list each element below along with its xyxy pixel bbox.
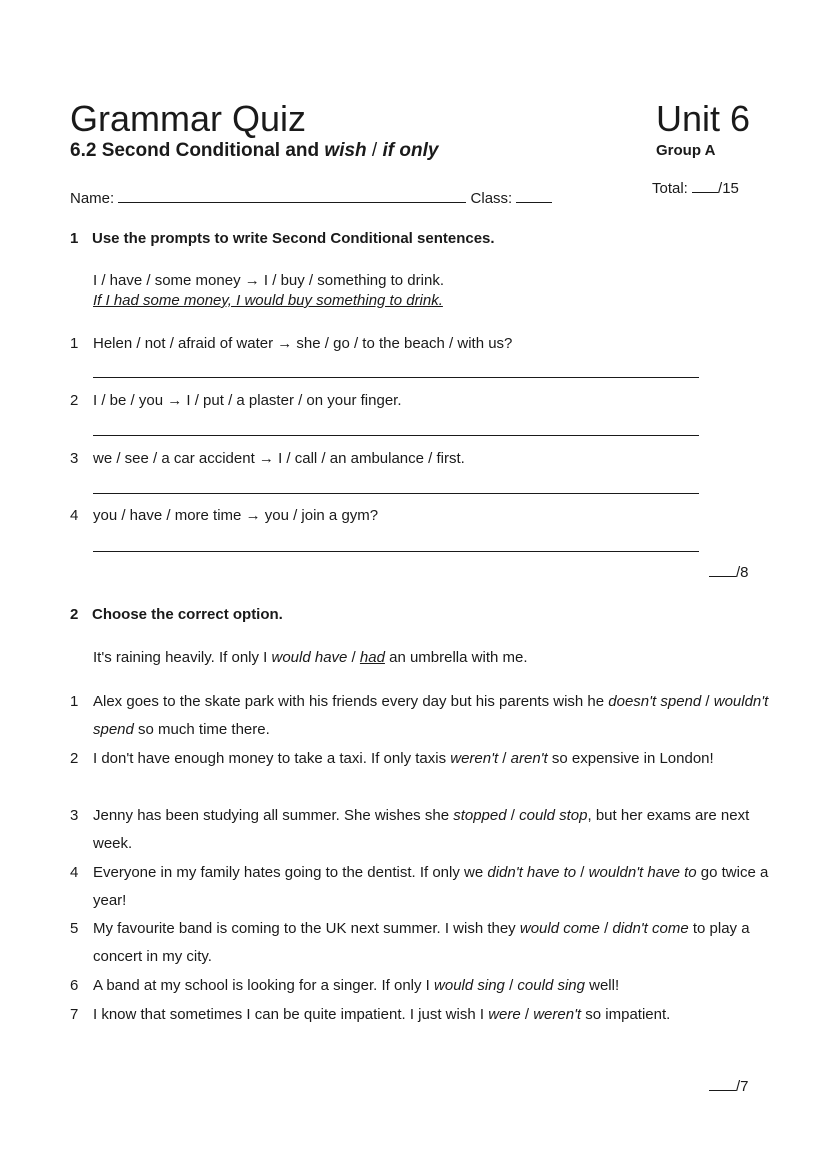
item-prompt: you / have / more time → you / join a gym?: [93, 507, 379, 524]
item-number: 4: [70, 507, 79, 524]
section2-heading: [70, 606, 283, 623]
option-1[interactable]: doesn't spend: [608, 693, 702, 710]
section2-item: [70, 688, 770, 744]
section1-score: [709, 564, 749, 581]
subtitle-if-only: if only: [382, 140, 439, 161]
item-post: well!: [584, 977, 620, 994]
total-blank[interactable]: [692, 180, 718, 193]
section2-item: [70, 972, 770, 1000]
section1-item: [70, 507, 378, 524]
subtitle-wish: wish: [324, 140, 367, 161]
example-option-2: had: [359, 649, 385, 666]
item-number: 7: [70, 1006, 79, 1023]
section1-item: [70, 335, 512, 352]
section2-item: [70, 859, 770, 915]
section1-example-answer: [93, 292, 443, 309]
option-2[interactable]: aren't: [510, 750, 548, 767]
section1-item: [70, 392, 402, 409]
quiz-subtitle: [70, 140, 438, 162]
answer-line-2[interactable]: [93, 435, 699, 436]
option-sep: /: [576, 864, 589, 881]
example-pre: It's raining heavily. If only I: [93, 649, 272, 666]
example-option-1: would have: [271, 649, 348, 666]
option-1[interactable]: would sing: [434, 977, 505, 994]
item-number: 1: [70, 335, 79, 352]
option-sep: /: [701, 693, 714, 710]
class-field[interactable]: [516, 190, 552, 203]
option-1[interactable]: weren't: [450, 750, 499, 767]
group-label: Group A: [656, 142, 716, 159]
option-1[interactable]: were: [488, 1006, 521, 1023]
option-1[interactable]: stopped: [453, 807, 507, 824]
section1-item: [70, 450, 465, 467]
subtitle-sep: /: [366, 140, 383, 161]
item-pre: Everyone in my family hates going to the dentist. If only we: [93, 864, 488, 881]
item-text: [93, 1001, 770, 1029]
section2-example: [93, 649, 528, 666]
item-post: so much time there.: [133, 721, 270, 738]
option-sep: /: [498, 750, 511, 767]
section1-example-prompt: I / have / some money → I / buy / something to drink.: [93, 272, 444, 289]
section2-item: [70, 1001, 770, 1029]
option-2[interactable]: wouldn't spend: [93, 693, 769, 738]
name-class-row: [70, 190, 552, 207]
item-post: to play a concert in my city.: [93, 920, 750, 965]
section1-instruction: Use the prompts to write Second Conditional sentences.: [92, 230, 495, 247]
answer-line-4[interactable]: [93, 551, 699, 552]
item-text: [93, 915, 770, 971]
section1-score-blank[interactable]: [709, 564, 736, 577]
option-2[interactable]: didn't come: [612, 920, 689, 937]
option-sep: /: [599, 920, 613, 937]
option-1[interactable]: didn't have to: [487, 864, 577, 881]
option-1[interactable]: would come: [519, 920, 600, 937]
item-pre: I don't have enough money to take a taxi. If only taxis: [93, 750, 451, 767]
option-2[interactable]: wouldn't have to: [588, 864, 697, 881]
option-2[interactable]: could sing: [517, 977, 585, 994]
option-sep: /: [504, 977, 518, 994]
item-number: 2: [70, 750, 79, 767]
section2-score: [709, 1078, 749, 1095]
item-number: 1: [70, 693, 79, 710]
item-post: go twice a year!: [93, 864, 769, 909]
section1-number: 1: [70, 230, 79, 247]
total-max: /15: [718, 180, 739, 197]
example-answer-text: If I had some money, I would buy something to drink.: [93, 292, 443, 309]
item-number: 5: [70, 920, 79, 937]
answer-line-3[interactable]: [93, 493, 699, 494]
total-label: Total:: [652, 180, 688, 197]
item-post: so expensive in London!: [547, 750, 714, 767]
item-number: 3: [70, 807, 79, 824]
name-field[interactable]: [118, 190, 466, 203]
subtitle-prefix: 6.2 Second Conditional and: [70, 140, 325, 161]
item-post: , but her exams are next week.: [93, 807, 750, 852]
unit-label: Unit 6: [656, 98, 751, 139]
item-pre: Alex goes to the skate park with his friends every day but his parents wish he: [93, 693, 609, 710]
item-number: 2: [70, 392, 79, 409]
item-number: 3: [70, 450, 79, 467]
example-sep: /: [347, 649, 360, 666]
section1-score-max: /8: [736, 564, 749, 581]
item-pre: Jenny has been studying all summer. She wishes she: [93, 807, 454, 824]
item-post: so impatient.: [581, 1006, 671, 1023]
total-score: [652, 180, 739, 197]
section2-number: 2: [70, 606, 79, 623]
option-sep: /: [520, 1006, 534, 1023]
example-post: an umbrella with me.: [384, 649, 528, 666]
section2-item: [70, 915, 770, 971]
item-pre: I know that sometimes I can be quite impatient. I just wish I: [93, 1006, 489, 1023]
option-sep: /: [506, 807, 520, 824]
quiz-title: Grammar Quiz: [70, 98, 307, 139]
item-text: [93, 802, 770, 858]
section2-item: [70, 802, 770, 858]
item-text: [93, 859, 770, 915]
item-prompt: Helen / not / afraid of water → she / go / to the beach / with us?: [93, 335, 513, 352]
answer-line-1[interactable]: [93, 377, 699, 378]
item-text: [93, 688, 770, 744]
item-pre: A band at my school is looking for a singer. If only I: [93, 977, 435, 994]
item-text: [93, 972, 770, 1000]
section2-item: [70, 745, 770, 773]
option-2[interactable]: could stop: [519, 807, 588, 824]
name-label: Name:: [70, 190, 115, 207]
item-prompt: I / be / you → I / put / a plaster / on your finger.: [93, 392, 402, 409]
item-text: [93, 745, 770, 773]
section2-score-blank[interactable]: [709, 1078, 736, 1091]
section2-score-max: /7: [736, 1078, 749, 1095]
option-2[interactable]: weren't: [533, 1006, 582, 1023]
class-label: Class:: [470, 190, 513, 207]
item-prompt: we / see / a car accident → I / call / an ambulance / first.: [93, 450, 465, 467]
item-number: 6: [70, 977, 79, 994]
item-pre: My favourite band is coming to the UK next summer. I wish they: [93, 920, 520, 937]
section2-instruction: Choose the correct option.: [92, 606, 283, 623]
section1-heading: [70, 230, 495, 247]
item-number: 4: [70, 864, 79, 881]
